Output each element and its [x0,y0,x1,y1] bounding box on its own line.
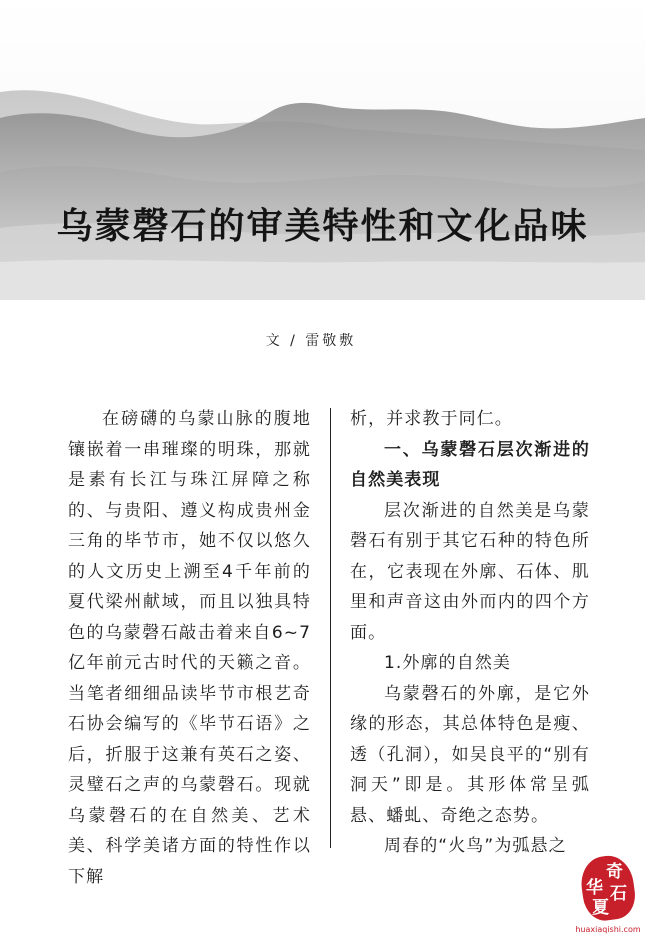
right-column [350,404,590,862]
trailing-paragraph: 周春的“火鸟”为弧悬之 [384,836,567,856]
author-byline: 文 / 雷敬敷 [265,333,357,349]
watermark-glyph: 奇 [606,862,623,882]
intro-paragraph: 在磅礴的乌蒙山脉的腹地镶嵌着一串璀璨的明珠，那就是素有长江与珠江屏障之称的、与贵阳、遵义构成贵州金三角的毕节市，她不仅以悠久的人文历史上溯至4千年前的夏代梁州献域，而且以独具特色的乌蒙磬石敲击着来自6~7亿年前元古时代的天籁之音。当笔者细细品读毕节市根艺奇石协会编写的《毕节石语》之后，折服于这兼有英石之姿、灵璧石之声的乌蒙磬石。现就乌蒙磬石的在自然美、艺术美、科学美诸方面的特性作以下解 [68,409,311,887]
watermark-glyph: 石 [610,884,627,904]
header-banner [0,0,645,300]
left-column [68,404,311,892]
column-divider [330,408,331,848]
section-paragraph: 层次渐进的自然美是乌蒙磬石有别于其它石种的特色所在，它表现在外廓、石体、肌里和声音这由外而内的四个方面。 [350,500,590,643]
watermark-url: huaxiaqishi.com [575,925,641,934]
misty-mountains-image [0,0,645,300]
watermark-glyph: 夏 [592,898,609,918]
article-title: 乌蒙磬石的审美特性和文化品味 [56,205,589,247]
section-heading: 一、乌蒙磬石层次渐进的自然美表现 [350,439,590,490]
site-watermark-logo [576,856,640,938]
subsection-heading: 1.外廓的自然美 [384,653,512,673]
intro-continuation: 析，并求教于同仁。 [350,409,513,429]
watermark-glyph: 华 [586,878,603,898]
subsection-paragraph: 乌蒙磬石的外廓，是它外缘的形态，其总体特色是瘦、透（孔洞），如吴良平的“别有洞天”即是。其形体常呈弧悬、蟠虬、奇绝之态势。 [350,683,590,826]
